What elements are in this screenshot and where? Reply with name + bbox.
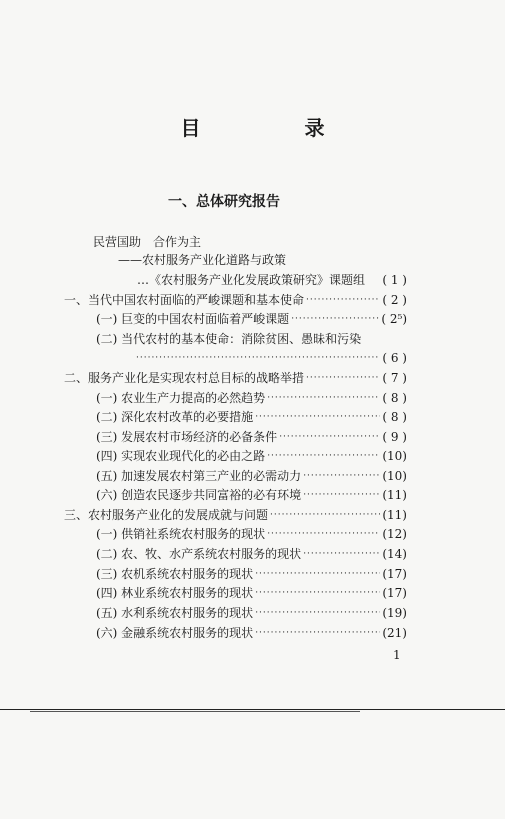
toc-entry-page: ( 8 ) bbox=[382, 410, 407, 424]
toc-leader bbox=[253, 584, 380, 602]
toc-leader bbox=[301, 467, 380, 485]
toc-leader bbox=[304, 369, 380, 387]
toc-entry-text: 二、服务产业化是实现农村总目标的战略举措 bbox=[64, 371, 305, 385]
toc-entry-page: (11) bbox=[382, 508, 407, 522]
toc-entry bbox=[96, 310, 407, 328]
toc-entry-page: ( 7 ) bbox=[382, 371, 407, 385]
bottom-rule bbox=[0, 709, 505, 710]
toc-leader bbox=[277, 428, 380, 446]
toc-entry bbox=[96, 408, 407, 426]
toc-title: 目 录 bbox=[180, 116, 367, 140]
toc-entry bbox=[64, 291, 407, 309]
toc-entry bbox=[96, 624, 407, 642]
toc-entry-text: (二) 深化农村改革的必要措施 bbox=[96, 410, 254, 424]
toc-entry bbox=[96, 486, 407, 504]
toc-entry-page: (21) bbox=[382, 626, 407, 640]
toc-entry bbox=[96, 428, 407, 446]
toc-entry bbox=[64, 506, 407, 524]
toc-entry-text: (一) 巨变的中国农村面临着严峻课题 bbox=[96, 312, 290, 326]
toc-entry-text: 三、农村服务产业化的发展成就与问题 bbox=[64, 508, 269, 522]
toc-entry-page: (10) bbox=[382, 469, 407, 483]
toc-entry-text: (四) 林业系统农村服务的现状 bbox=[96, 586, 254, 600]
toc-leader bbox=[304, 291, 380, 309]
toc-leader bbox=[265, 389, 380, 407]
toc-entry bbox=[96, 389, 407, 407]
toc-entry bbox=[96, 330, 361, 348]
toc-entry-text: (一) 农业生产力提高的必然趋势 bbox=[96, 391, 266, 405]
toc-entry-text: ——农村服务产业化道路与政策 bbox=[118, 253, 287, 267]
toc-entry-text: (五) 加速发展农村第三产业的必需动力 bbox=[96, 469, 302, 483]
toc-entry-page: ( 6 ) bbox=[382, 351, 407, 365]
toc-entry-page: ( 2⁵) bbox=[381, 312, 407, 326]
toc-entry bbox=[134, 349, 407, 367]
toc-leader bbox=[265, 525, 380, 543]
toc-entry bbox=[93, 233, 201, 251]
toc-entry-text: 民营国助 合作为主 bbox=[93, 235, 202, 249]
toc-leader bbox=[289, 310, 379, 328]
toc-entry bbox=[64, 369, 407, 387]
toc-entry-text: (二) 当代农村的基本使命：消除贫困、愚昧和污染 bbox=[96, 332, 362, 346]
toc-leader bbox=[253, 408, 380, 426]
toc-leader bbox=[265, 447, 380, 465]
toc-leader bbox=[301, 545, 380, 563]
toc-entry-text: (六) 创造农民逐步共同富裕的必有环境 bbox=[96, 488, 302, 502]
toc-entry-text: (六) 金融系统农村服务的现状 bbox=[96, 626, 254, 640]
toc-leader bbox=[268, 506, 380, 524]
toc-entry bbox=[96, 565, 407, 583]
toc-leader bbox=[253, 565, 380, 583]
page-number: 1 bbox=[393, 648, 401, 662]
toc-entry-page: (17) bbox=[382, 586, 407, 600]
toc-entry-page: (10) bbox=[382, 449, 407, 463]
toc-entry-page: (19) bbox=[382, 606, 407, 620]
toc-entry-text: (三) 农机系统农村服务的现状 bbox=[96, 567, 254, 581]
toc-entry-text: (五) 水利系统农村服务的现状 bbox=[96, 606, 254, 620]
toc-entry-page: ( 1 ) bbox=[382, 273, 407, 287]
toc-leader bbox=[253, 624, 380, 642]
toc-entry bbox=[96, 584, 407, 602]
toc-entry-text: 一、当代中国农村面临的严峻课题和基本使命 bbox=[64, 293, 305, 307]
toc-entry bbox=[96, 525, 407, 543]
section-heading: 一、总体研究报告 bbox=[168, 194, 280, 210]
toc-leader bbox=[253, 604, 380, 622]
toc-entry bbox=[118, 251, 286, 269]
toc-entry-text: (二) 农、牧、水产系统农村服务的现状 bbox=[96, 547, 302, 561]
toc-entry-page: (11) bbox=[382, 488, 407, 502]
toc-entry-text: (一) 供销社系统农村服务的现状 bbox=[96, 527, 266, 541]
toc-entry bbox=[137, 271, 407, 289]
toc-entry-text: (三) 发展农村市场经济的必备条件 bbox=[96, 430, 278, 444]
toc-entry-text: (四) 实现农业现代化的必由之路 bbox=[96, 449, 266, 463]
toc-entry bbox=[96, 545, 407, 563]
toc-entry bbox=[96, 604, 407, 622]
toc-entry-text: …《农村服务产业化发展政策研究》课题组 bbox=[137, 273, 366, 287]
toc-leader bbox=[134, 349, 380, 367]
toc-entry bbox=[96, 467, 407, 485]
toc-entry-page: ( 2 ) bbox=[382, 293, 407, 307]
toc-entry-page: (14) bbox=[382, 547, 407, 561]
toc-entry-page: (12) bbox=[382, 527, 407, 541]
toc-entry bbox=[96, 447, 407, 465]
toc-leader bbox=[301, 486, 380, 504]
bottom-rule-secondary bbox=[30, 711, 360, 712]
toc-entry-page: ( 9 ) bbox=[382, 430, 407, 444]
toc-entry-page: (17) bbox=[382, 567, 407, 581]
toc-entry-page: ( 8 ) bbox=[382, 391, 407, 405]
